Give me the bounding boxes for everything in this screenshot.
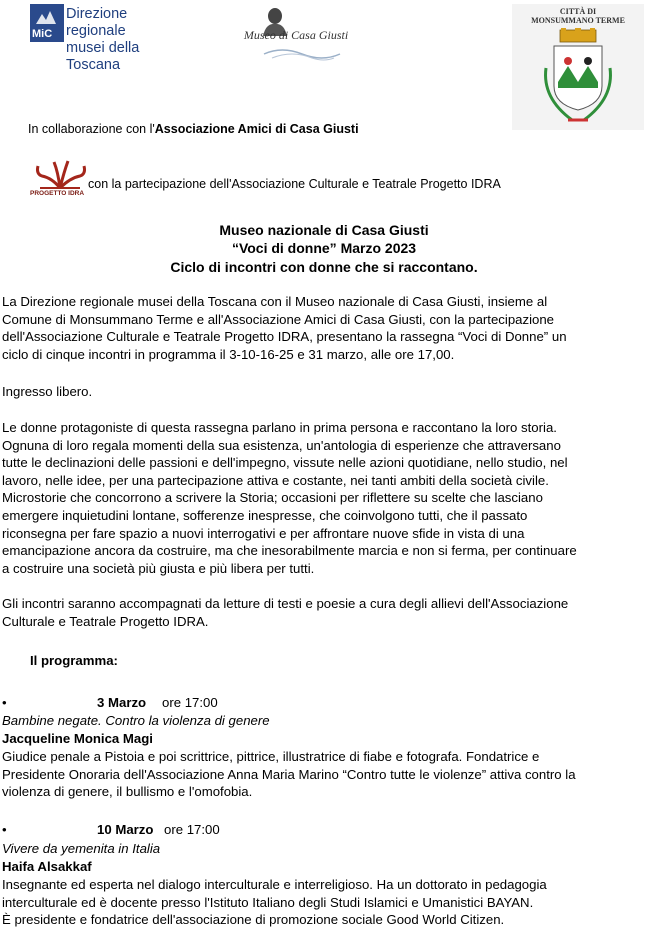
hydra-icon xyxy=(32,156,88,190)
readings-paragraph xyxy=(2,595,646,630)
text-line: dell'Associazione Culturale e Teatrale Progetto IDRA, presentano la rassegna “Voci di Donne” un xyxy=(2,329,567,345)
event-subtitle: Bambine negate. Contro la violenza di genere xyxy=(2,713,270,728)
mic-acronym: MiC xyxy=(32,28,53,40)
mic-title: Direzione regionale musei della Toscana xyxy=(66,6,140,73)
event-description xyxy=(2,748,646,801)
event-speaker: Jacqueline Monica Magi xyxy=(2,731,153,746)
idra-logo-label: PROGETTO IDRA xyxy=(30,190,85,197)
collab-name: Associazione Amici di Casa Giusti xyxy=(154,122,359,136)
text-line: La Direzione regionale musei della Toscana con il Museo nazionale di Casa Giusti, insieme al xyxy=(2,294,548,309)
text-line: ciclo di cinque incontri in programma il 3-10-16-25 e 31 marzo, alle ore 17,00. xyxy=(2,346,455,362)
event-subtitle: Vivere da yemenita in Italia xyxy=(2,841,161,856)
event-date: 10 Marzo xyxy=(97,822,154,837)
text-line: Comune di Monsummano Terme e all'Associazione Amici di Casa Giusti, con la partecipazione xyxy=(2,311,555,327)
collab-line xyxy=(28,121,359,139)
event-description xyxy=(2,876,646,929)
idra-logo xyxy=(30,156,90,200)
event-time: ore 17:00 xyxy=(164,822,220,837)
comune-label: CITTÀ DI MONSUMMANO TERME xyxy=(531,7,625,25)
bullet: • xyxy=(2,822,7,837)
text-line: Culturale e Teatrale Progetto IDRA. xyxy=(2,613,209,629)
ingresso-text: Ingresso libero. xyxy=(2,384,93,399)
text-line: emancipazione ancora da costruire, ma che inesorabilmente marcia e non si ferma, per continuare xyxy=(2,543,577,559)
text-line: a costruire una società più giusta e più libera per tutti. xyxy=(2,560,315,576)
text-line: Microstorie che concorrono a scrivere la Storia; occasioni per riflettere su scelte che lasciano xyxy=(2,490,543,506)
text-line: interculturale ed è docente presso l'Istituto Italiano degli Studi Islamici e Umanistici BAYAN. xyxy=(2,894,534,910)
mic-logo xyxy=(30,4,185,73)
event-time: ore 17:00 xyxy=(162,695,218,710)
title-line-1: Museo nazionale di Casa Giusti xyxy=(219,222,429,238)
idra-line: con la partecipazione dell'Associazione Culturale e Teatrale Progetto IDRA xyxy=(88,177,501,191)
programma-heading: Il programma: xyxy=(30,653,118,668)
text-line: Le donne protagoniste di questa rassegna parlano in prima persona e raccontano la loro storia. xyxy=(2,420,557,435)
ornament-icon xyxy=(262,46,342,62)
text-line: Giudice penale a Pistoia e poi scrittrice, pittrice, illustratrice di fiabe e fotografa. Fondatrice e xyxy=(2,749,540,764)
museo-logo-text: Museo di Casa Giusti xyxy=(243,28,349,42)
text-line: Gli incontri saranno accompagnati da letture di testi e poesie a cura degli allievi dell'Associazione xyxy=(2,596,569,611)
text-line: tutte le declinazioni delle passioni e dell'impegno, vissute nelle azioni quotidiane, nello studio, nel xyxy=(2,455,568,471)
museo-logo xyxy=(232,6,360,64)
text-line: violenza di genere, il bullismo e l'omofobia. xyxy=(2,784,253,800)
text-line: Presidente Onoraria dell'Associazione Anna Maria Marino “Contro tutte le violenze” attiva contro la xyxy=(2,766,576,782)
comune-logo xyxy=(512,4,644,130)
event-speaker: Haifa Alsakkaf xyxy=(2,859,92,874)
title-line-2: “Voci di donne” Marzo 2023 xyxy=(231,240,417,256)
text-line: Insegnante ed esperta nel dialogo interculturale e interreligioso. Ha un dottorato in pedagogia xyxy=(2,877,547,892)
text-line: Ognuna di loro regala momenti della sua esistenza, un'antologia di esperienze che attraversano xyxy=(2,437,561,453)
text-line: riconsegna per fare spazio a nuovi interrogativi e per affrontare nuove sfide in vista di una xyxy=(2,525,525,541)
text-line: emergere inquietudini lontane, sofferenze inespresse, che coinvolgono tutti, che il passato xyxy=(2,507,528,523)
event-item xyxy=(2,694,646,804)
coat-of-arms-icon xyxy=(528,28,628,128)
text-line: lavoro, nelle idee, per una partecipazione attiva e costante, nei tanti ambiti della società civile. xyxy=(2,472,549,488)
bullet: • xyxy=(2,695,7,710)
text-line: È presidente e fondatrice dell'associazione di promozione sociale Good World Citizen. xyxy=(2,912,505,928)
intro-paragraph xyxy=(2,293,646,363)
collab-prefix: In collaborazione con l' xyxy=(28,122,155,136)
description-paragraph xyxy=(2,419,646,577)
event-date: 3 Marzo xyxy=(97,695,147,710)
mic-emblem-icon xyxy=(30,4,64,42)
title-line-3: Ciclo di incontri con donne che si raccontano. xyxy=(170,259,478,275)
event-item xyxy=(2,821,646,929)
